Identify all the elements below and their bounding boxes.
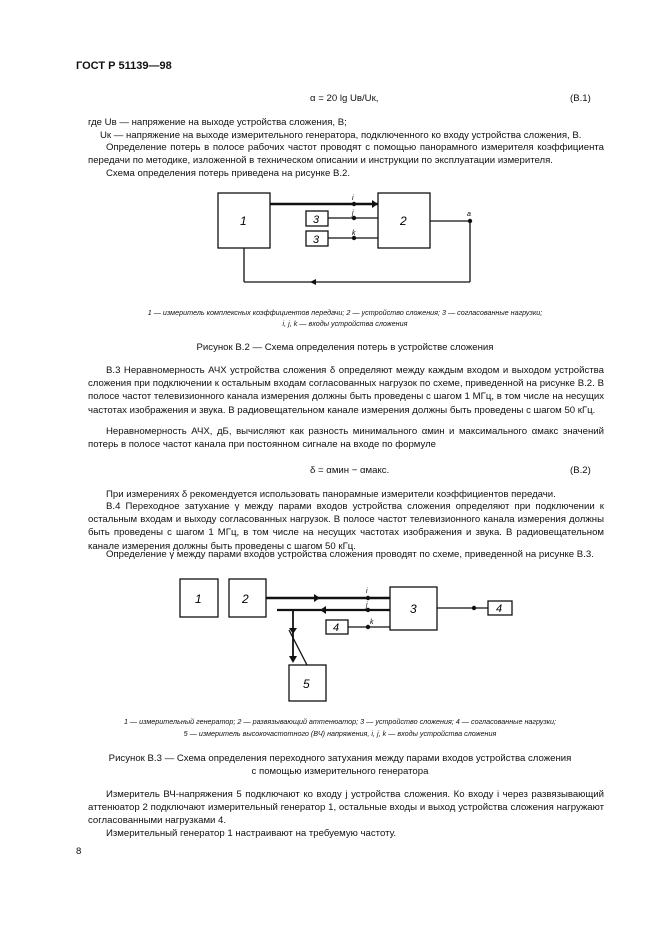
fig3-block-4b-label: 4	[333, 622, 340, 634]
fig3-block-5-label: 5	[303, 677, 310, 691]
formula-b2-number: (В.2)	[570, 465, 591, 476]
paragraph-1: Определение потерь в полосе рабочих частот проводят с помощью панорамного измерителя коэффициента передачи по методике, изложенной в техническом описании и инструкции по эксплуатации измерителя.	[88, 142, 604, 167]
formula-b1-number: (В.1)	[570, 93, 591, 104]
fig3-block-2-label: 2	[242, 592, 249, 606]
formula-b2: δ = αмин − αмакс.	[310, 465, 390, 476]
fig2-caption-1: 1 — измеритель комплексных коэффициентов передачи; 2 — устройство сложения; 3 — согласованные нагрузки;	[147, 308, 543, 317]
fig3-block-1-label: 1	[195, 592, 202, 606]
fig2-block-1-label: 1	[240, 214, 247, 228]
fig3-label-k: k	[370, 619, 374, 626]
figure-b3-diagram	[0, 560, 661, 710]
fig2-label-i: i	[352, 195, 354, 202]
fig2-block-3b-label: 3	[313, 234, 320, 246]
fig2-label-k: k	[352, 230, 356, 237]
where-line-1: где Uв — напряжение на выходе устройства сложения, В;	[88, 117, 347, 128]
fig3-label-j: j	[366, 602, 368, 609]
paragraph-3: В.3 Неравномерность АЧХ устройства сложения δ определяют между каждым входом и выходом устройства сложения при подключении к остальным входам согласованных нагрузок по схеме, приведенной на рисунке В.2. В полосе частот телевизионного канала измерения должны быть проведены с шагом 1 МГц, в том числе на несущих частотах изображения и звука. В радиовещательном канале измерения должны быть проведены с шагом 50 кГц.	[88, 365, 604, 416]
fig2-title: Рисунок В.2 — Схема определения потерь в устройстве сложения	[196, 342, 494, 353]
paragraph-8: Измеритель ВЧ-напряжения 5 подключают ко входу j устройства сложения. Ко входу i через развязывающий аттенюатор 2 подключают измерительный генератор 1, остальные входы и выход устройства сложения нагружают согласованными нагрузками 4.	[88, 789, 604, 827]
paragraph-6: В.4 Переходное затухание γ между парами входов устройства сложения определяют при подключении к остальным входам и выходу согласованных нагрузок. В полосе частот телевизионного канала измерения должны быть проведены с шагом 1 МГц, в том числе на несущих частотах изображения и звука. В радиовещательном канале измерения должны быть проведены с шагом 50 кГц.	[88, 501, 604, 552]
fig3-caption-2: 5 — измеритель высокочастотного (ВЧ) напряжения, i, j, k — входы устройства сложения	[183, 729, 497, 738]
fig2-block-3a-label: 3	[313, 214, 320, 226]
paragraph-9: Измерительный генератор 1 настраивают на требуемую частоту.	[106, 828, 397, 839]
figure-b2-diagram	[0, 0, 661, 300]
fig2-caption-2: i, j, k — входы устройства сложения	[282, 319, 408, 328]
fig2-block-2-label: 2	[400, 214, 407, 228]
fig3-block-3-label: 3	[410, 602, 417, 616]
paragraph-2: Схема определения потерь приведена на рисунке В.2.	[106, 168, 351, 179]
fig3-title-2: с помощью измерительного генератора	[251, 766, 429, 777]
fig2-label-a: a	[467, 211, 471, 218]
formula-b1: α = 20 lg Uв/Uк,	[310, 93, 379, 104]
fig3-label-i: i	[366, 588, 368, 595]
where-line-2: Uк — напряжение на выходе измерительного генератора, подключенного ко входу устройства сложения, В.	[100, 130, 582, 141]
fig3-block-4a-label: 4	[496, 603, 503, 615]
document-id: ГОСТ Р 51139—98	[76, 60, 172, 72]
fig3-title-1: Рисунок В.3 — Схема определения переходного затухания между парами входов устройства сложения	[108, 753, 572, 764]
fig2-label-j: j	[352, 210, 354, 217]
paragraph-5: При измерениях δ рекомендуется использовать панорамные измерители коэффициентов передачи.	[106, 489, 556, 500]
page-number: 8	[76, 846, 82, 857]
paragraph-7: Определение γ между парами входов устройства сложения проводят по схеме, приведенной на рисунке В.3.	[106, 549, 594, 560]
fig3-caption-1: 1 — измерительный генератор; 2 — развязывающий аттенюатор; 3 — устройство сложения; 4 — согласованные нагрузки;	[123, 717, 557, 726]
paragraph-4: Неравномерность АЧХ, дБ, вычисляют как разность минимального αмин и максимального αмакс значений потерь в полосе частот канала при постоянном сигнале на входе по формуле	[88, 426, 604, 451]
